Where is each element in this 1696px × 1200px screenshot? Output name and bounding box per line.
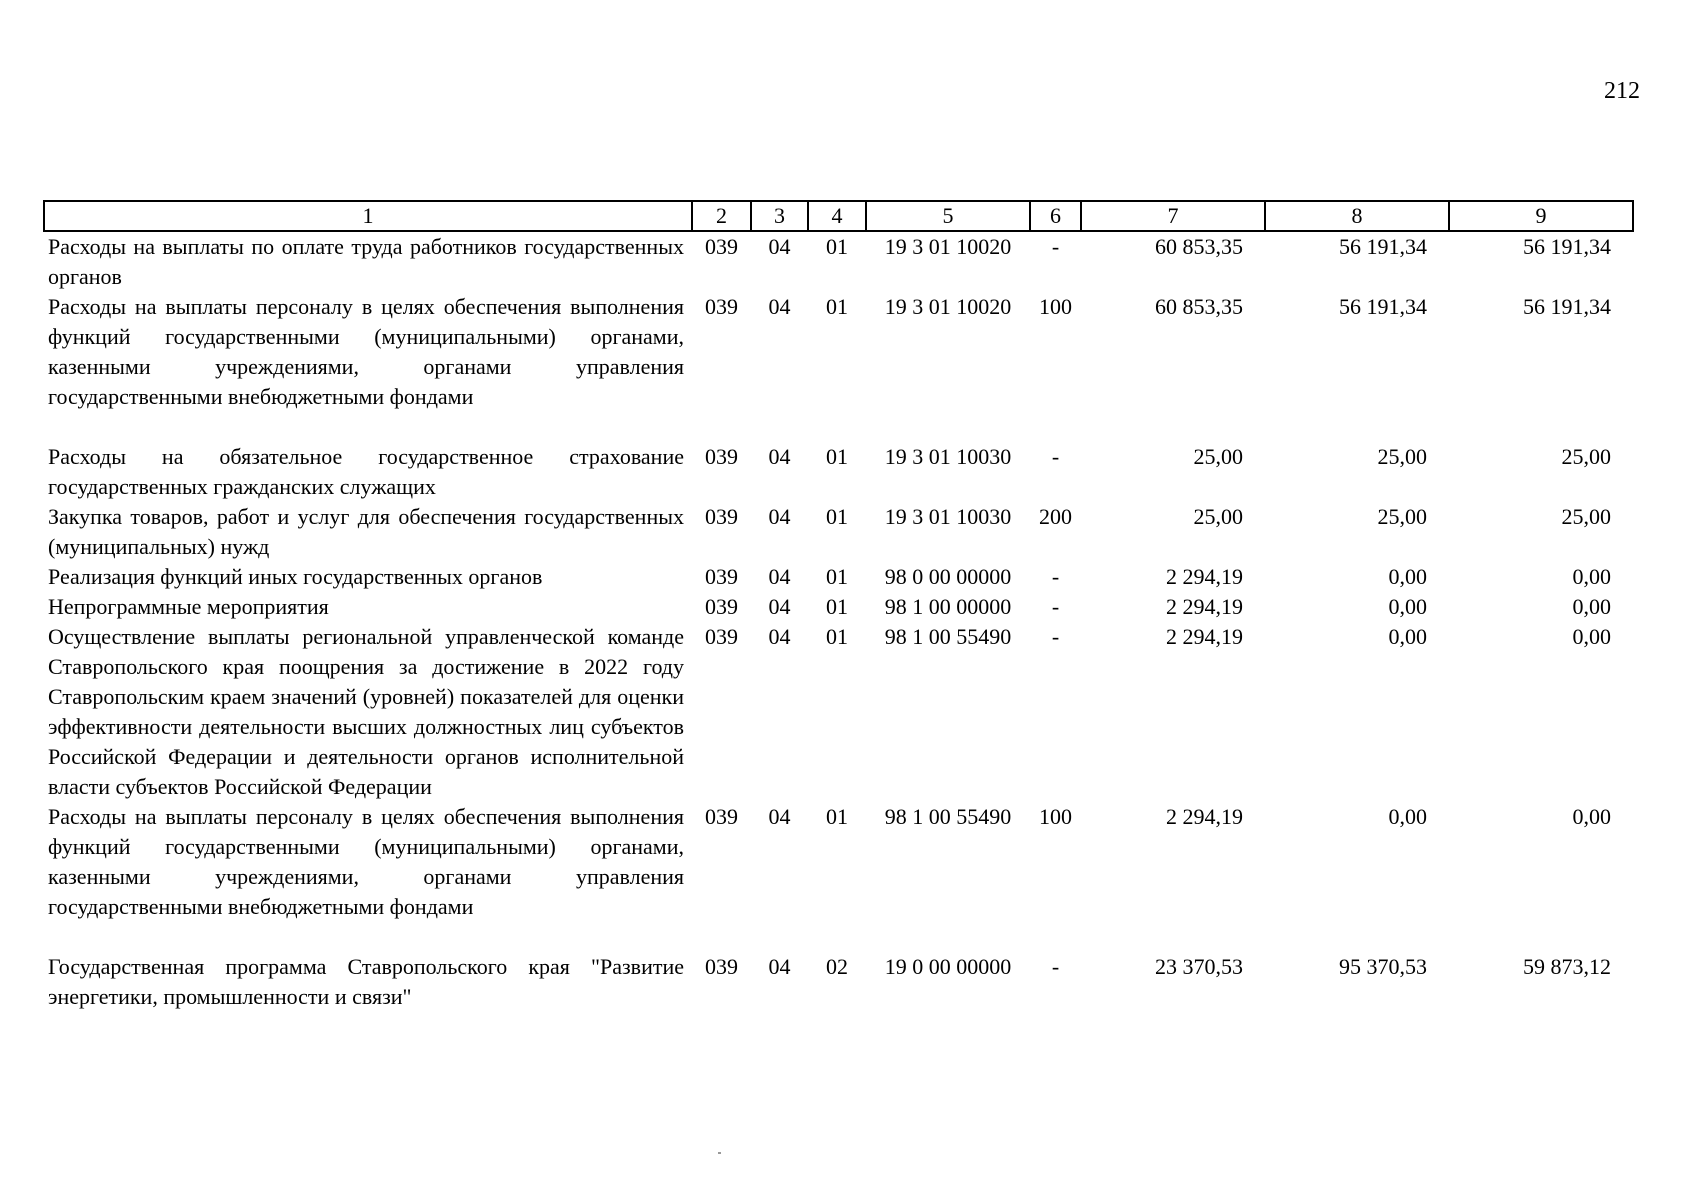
row-col-2: 039 bbox=[705, 954, 738, 979]
row-col-8: 25,00 bbox=[1377, 444, 1427, 469]
row-col-8: 25,00 bbox=[1377, 504, 1427, 529]
column-header-2: 2 bbox=[692, 201, 751, 231]
row-col-7: 2 294,19 bbox=[1166, 594, 1243, 619]
row-col-8: 0,00 bbox=[1388, 804, 1427, 829]
row-col-3: 04 bbox=[768, 954, 791, 979]
row-col-7: 25,00 bbox=[1193, 444, 1243, 469]
row-col-2: 039 bbox=[705, 564, 738, 589]
table-row bbox=[44, 952, 1633, 1012]
row-col-4: 01 bbox=[826, 504, 848, 529]
row-name: Осуществление выплаты региональной управленческой команде Ставропольского края поощрения за достижение в 2022 году Ставропольским краем значений (уровней) показателей для оценки эффективности деятельности высших должностных лиц субъектов Российской Федерации и деятельности органов исполнительной власти субъектов Российской Федерации bbox=[48, 624, 684, 799]
column-header-3: 3 bbox=[751, 201, 808, 231]
row-col-4: 01 bbox=[826, 564, 848, 589]
row-col-5: 19 3 01 10020 bbox=[884, 294, 1012, 319]
row-col-7: 60 853,35 bbox=[1155, 294, 1243, 319]
column-header-9: 9 bbox=[1449, 201, 1633, 231]
row-col-3: 04 bbox=[768, 804, 791, 829]
row-col-4: 01 bbox=[826, 234, 848, 259]
table-row bbox=[44, 442, 1633, 502]
row-col-2: 039 bbox=[705, 444, 738, 469]
budget-table bbox=[43, 200, 1634, 1012]
row-col-8: 56 191,34 bbox=[1339, 234, 1427, 259]
row-col-5: 98 1 00 55490 bbox=[884, 804, 1012, 829]
row-col-8: 0,00 bbox=[1388, 624, 1427, 649]
row-col-4: 01 bbox=[826, 804, 848, 829]
row-col-7: 25,00 bbox=[1193, 504, 1243, 529]
table-row bbox=[44, 502, 1633, 562]
page-number: 212 bbox=[1604, 78, 1640, 104]
row-col-5: 19 3 01 10020 bbox=[884, 234, 1012, 259]
row-col-7: 2 294,19 bbox=[1166, 804, 1243, 829]
row-col-5: 19 3 01 10030 bbox=[884, 444, 1012, 469]
row-col-9: 56 191,34 bbox=[1523, 294, 1611, 319]
row-col-7: 2 294,19 bbox=[1166, 564, 1243, 589]
row-col-4: 01 bbox=[826, 594, 848, 619]
row-col-2: 039 bbox=[705, 624, 738, 649]
row-col-3: 04 bbox=[768, 504, 791, 529]
row-col-3: 04 bbox=[768, 234, 791, 259]
row-col-3: 04 bbox=[768, 564, 791, 589]
row-col-3: 04 bbox=[768, 594, 791, 619]
row-col-5: 19 3 01 10030 bbox=[884, 504, 1012, 529]
row-name: Закупка товаров, работ и услуг для обеспечения государственных (муниципальных) нужд bbox=[48, 504, 684, 559]
row-name: Расходы на выплаты по оплате труда работников государственных органов bbox=[48, 234, 684, 289]
row-col-6: - bbox=[1051, 624, 1060, 649]
row-name: Расходы на обязательное государственное страхование государственных гражданских служащих bbox=[48, 444, 684, 499]
row-col-9: 0,00 bbox=[1572, 564, 1611, 589]
row-col-6: - bbox=[1051, 564, 1060, 589]
scan-speck bbox=[718, 1152, 721, 1154]
row-col-6: 200 bbox=[1039, 504, 1072, 529]
row-col-3: 04 bbox=[768, 294, 791, 319]
table-row bbox=[44, 562, 1633, 592]
row-col-2: 039 bbox=[705, 234, 738, 259]
row-col-7: 23 370,53 bbox=[1155, 954, 1243, 979]
table-row bbox=[44, 231, 1633, 292]
row-col-9: 0,00 bbox=[1572, 804, 1611, 829]
row-col-4: 01 bbox=[826, 444, 848, 469]
row-name: Государственная программа Ставропольского края "Развитие энергетики, промышленности и связи" bbox=[48, 954, 684, 1009]
row-col-2: 039 bbox=[705, 804, 738, 829]
table-row bbox=[44, 802, 1633, 952]
table-row bbox=[44, 622, 1633, 802]
row-col-5: 98 1 00 00000 bbox=[884, 594, 1012, 619]
row-col-2: 039 bbox=[705, 594, 738, 619]
row-col-3: 04 bbox=[768, 444, 791, 469]
row-col-4: 02 bbox=[826, 954, 848, 979]
row-col-5: 19 0 00 00000 bbox=[884, 954, 1012, 979]
row-col-9: 0,00 bbox=[1572, 624, 1611, 649]
row-col-4: 01 bbox=[826, 294, 848, 319]
row-col-2: 039 bbox=[705, 504, 738, 529]
row-col-6: - bbox=[1051, 594, 1060, 619]
column-header-5: 5 bbox=[866, 201, 1030, 231]
row-col-8: 95 370,53 bbox=[1339, 954, 1427, 979]
table-row bbox=[44, 592, 1633, 622]
row-col-6: - bbox=[1051, 444, 1060, 469]
row-col-6: - bbox=[1051, 234, 1060, 259]
row-col-8: 0,00 bbox=[1388, 594, 1427, 619]
row-col-6: 100 bbox=[1039, 804, 1072, 829]
row-col-3: 04 bbox=[768, 624, 791, 649]
header-row bbox=[44, 201, 1633, 231]
table-row bbox=[44, 292, 1633, 442]
row-col-6: 100 bbox=[1039, 294, 1072, 319]
column-header-1: 1 bbox=[44, 201, 692, 231]
row-col-6: - bbox=[1051, 954, 1060, 979]
row-col-2: 039 bbox=[705, 294, 738, 319]
row-col-5: 98 1 00 55490 bbox=[884, 624, 1012, 649]
column-header-7: 7 bbox=[1081, 201, 1265, 231]
row-name: Расходы на выплаты персоналу в целях обеспечения выполнения функций государственными (муниципальными) органами, казенными учреждениями, органами управления государственными внебюджетными фондами bbox=[48, 804, 684, 919]
row-col-9: 59 873,12 bbox=[1523, 954, 1611, 979]
row-name: Непрограммные мероприятия bbox=[48, 594, 329, 619]
row-col-7: 60 853,35 bbox=[1155, 234, 1243, 259]
row-col-9: 25,00 bbox=[1561, 504, 1611, 529]
column-header-8: 8 bbox=[1265, 201, 1449, 231]
row-col-7: 2 294,19 bbox=[1166, 624, 1243, 649]
row-name: Расходы на выплаты персоналу в целях обеспечения выполнения функций государственными (муниципальными) органами, казенными учреждениями, органами управления государственными внебюджетными фондами bbox=[48, 294, 684, 409]
column-header-6: 6 bbox=[1030, 201, 1081, 231]
row-col-4: 01 bbox=[826, 624, 848, 649]
row-col-8: 0,00 bbox=[1388, 564, 1427, 589]
row-col-9: 25,00 bbox=[1561, 444, 1611, 469]
table-body bbox=[44, 231, 1633, 1012]
row-col-9: 56 191,34 bbox=[1523, 234, 1611, 259]
row-col-5: 98 0 00 00000 bbox=[884, 564, 1012, 589]
row-name: Реализация функций иных государственных органов bbox=[48, 564, 543, 589]
column-header-4: 4 bbox=[808, 201, 866, 231]
row-col-9: 0,00 bbox=[1572, 594, 1611, 619]
row-col-8: 56 191,34 bbox=[1339, 294, 1427, 319]
table-header bbox=[44, 201, 1633, 231]
